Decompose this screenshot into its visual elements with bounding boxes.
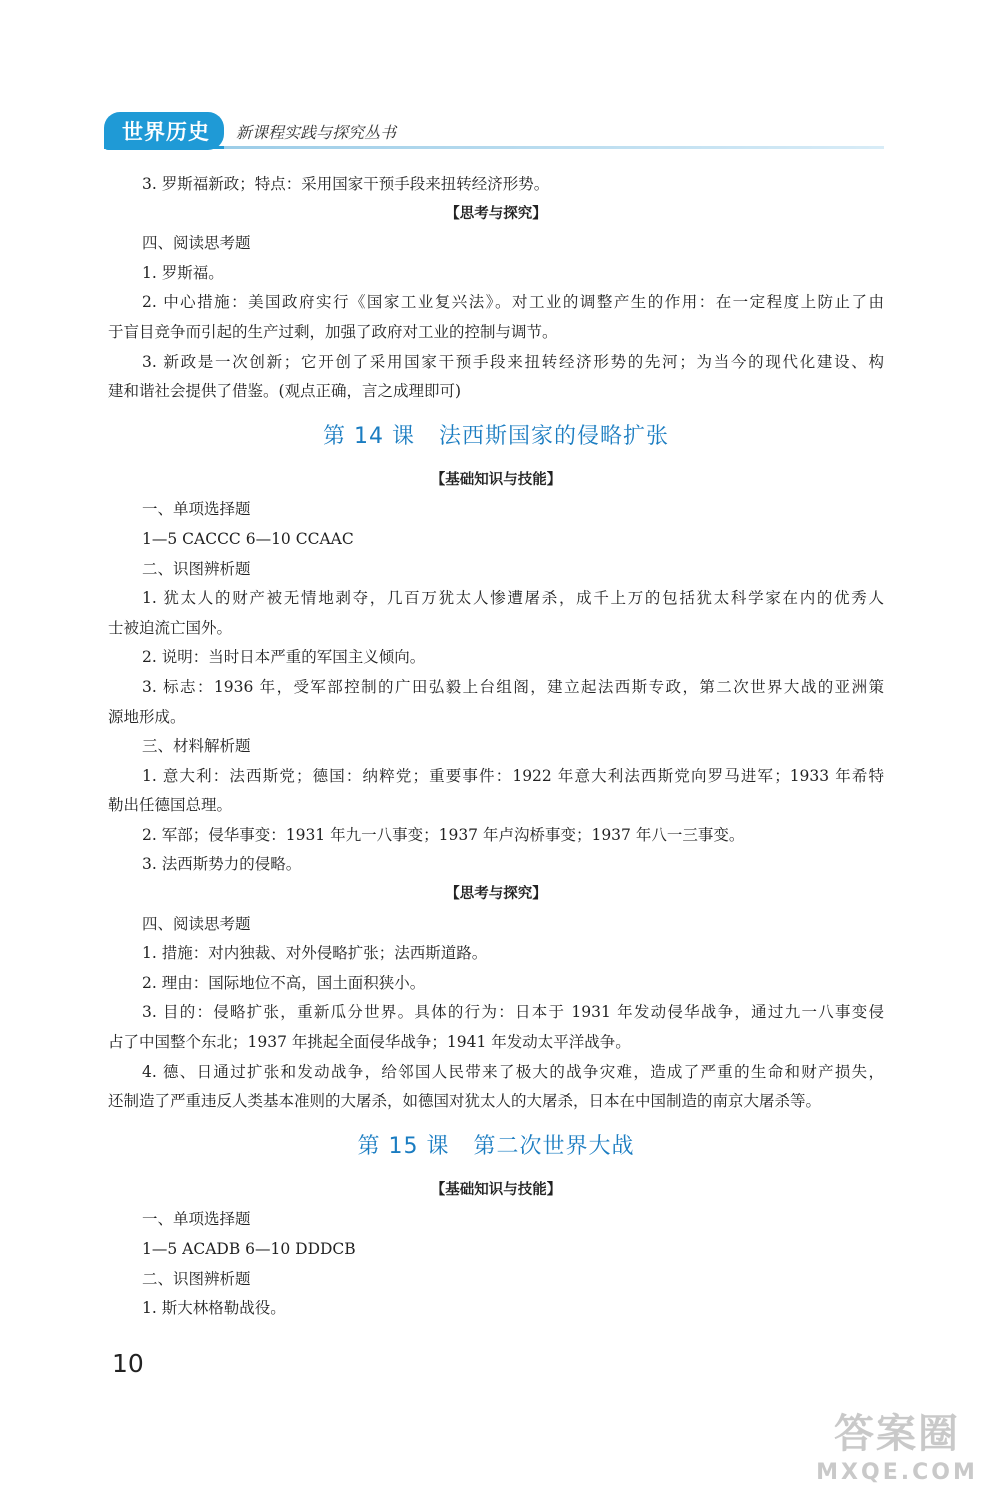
text-line-continued: 勒出任德国总理。 [108, 796, 233, 815]
text-line: 四、阅读思考题 [142, 914, 251, 933]
section-heading: 【思考与探究】 [445, 205, 547, 222]
text-line: 1. 罗斯福。 [142, 263, 224, 282]
lesson-number: 第 15 课 [357, 1133, 450, 1159]
text-line: 1—5 ACADB 6—10 DDDCB [142, 1240, 356, 1258]
text-line: 2. 军部；侵华事变：1931 年九一八事变；1937 年卢沟桥事变；1937 年八一三事变。 [142, 825, 745, 844]
text-line: 1—5 CACCC 6—10 CCAAC [142, 529, 354, 548]
page-number: 10 [112, 1349, 144, 1378]
answer-content [108, 170, 884, 1324]
series-title: 新课程实践与探究丛书 [236, 122, 397, 142]
text-line: 3. 法西斯势力的侵略。 [142, 855, 302, 874]
text-line: 1. 意大利：法西斯党；德国：纳粹党；重要事件：1922 年意大利法西斯党向罗马进军；1933 年希特 [142, 766, 884, 785]
lesson-name: 法西斯国家的侵略扩张 [438, 423, 669, 449]
text-line: 1. 犹太人的财产被无情地剥夺，几百万犹太人惨遭屠杀，成千上万的包括犹太科学家在内的优秀人 [142, 589, 884, 608]
header-divider [104, 146, 884, 149]
lesson-title [108, 1117, 884, 1176]
text-line: 3. 罗斯福新政；特点：采用国家干预手段来扭转经济形势。 [142, 175, 550, 193]
section-heading: 【思考与探究】 [445, 886, 547, 903]
subject-badge: 世界历史 [104, 112, 224, 150]
text-line-continued: 源地形成。 [108, 707, 186, 726]
lesson-name: 第二次世界大战 [473, 1133, 635, 1159]
page-header [104, 112, 396, 150]
text-line: 1. 措施：对内独裁、对外侵略扩张；法西斯道路。 [142, 944, 488, 963]
section-heading: 【基础知识与技能】 [430, 471, 562, 488]
text-line: 三、材料解析题 [142, 737, 251, 756]
text-line: 一、单项选择题 [142, 1210, 251, 1229]
text-line: 2. 说明：当时日本严重的军国主义倾向。 [142, 648, 426, 667]
text-line: 2. 理由：国际地位不高，国土面积狭小。 [142, 973, 426, 992]
text-line-continued: 于盲目竞争而引起的生产过剩，加强了政府对工业的控制与调节。 [108, 322, 558, 341]
text-line: 3. 标志：1936 年，受军部控制的广田弘毅上台组阁，建立起法西斯专政，第二次世界大战的亚洲策 [142, 677, 884, 696]
watermark-logo [812, 1408, 982, 1500]
text-line: 二、识图辨析题 [142, 559, 251, 578]
text-line: 四、阅读思考题 [142, 234, 251, 253]
text-line-continued: 建和谐社会提供了借鉴。(观点正确，言之成理即可) [108, 382, 462, 401]
section-heading: 【基础知识与技能】 [430, 1181, 562, 1198]
text-line: 一、单项选择题 [142, 500, 251, 519]
text-line-continued: 士被迫流亡国外。 [108, 618, 233, 637]
lesson-title [108, 407, 884, 466]
text-line: 二、识图辨析题 [142, 1269, 251, 1288]
lesson-number: 第 14 课 [323, 423, 415, 449]
text-line: 3. 新政是一次创新；它开创了采用国家干预手段来扭转经济形势的先河；为当今的现代化建设、构 [142, 352, 884, 371]
text-line: 4. 德、日通过扩张和发动战争，给邻国人民带来了极大的战争灾难，造成了严重的生命和财产损失， [142, 1062, 884, 1081]
text-line: 1. 斯大林格勒战役。 [142, 1299, 286, 1318]
text-line-continued: 还制造了严重违反人类基本准则的大屠杀，如德国对犹太人的大屠杀，日本在中国制造的南京大屠杀等。 [108, 1092, 822, 1111]
watermark-logo-text: 答案圈 [834, 1411, 960, 1457]
text-line: 2. 中心措施：美国政府实行《国家工业复兴法》。对工业的调整产生的作用：在一定程度上防止了由 [142, 293, 884, 312]
text-line: 3. 目的：侵略扩张，重新瓜分世界。具体的行为：日本于 1931 年发动侵华战争，通过九一八事变侵 [142, 1003, 884, 1022]
text-line-continued: 占了中国整个东北；1937 年挑起全面侵华战争；1941 年发动太平洋战争。 [108, 1033, 631, 1052]
watermark-url: MXQE.COM [816, 1460, 978, 1485]
